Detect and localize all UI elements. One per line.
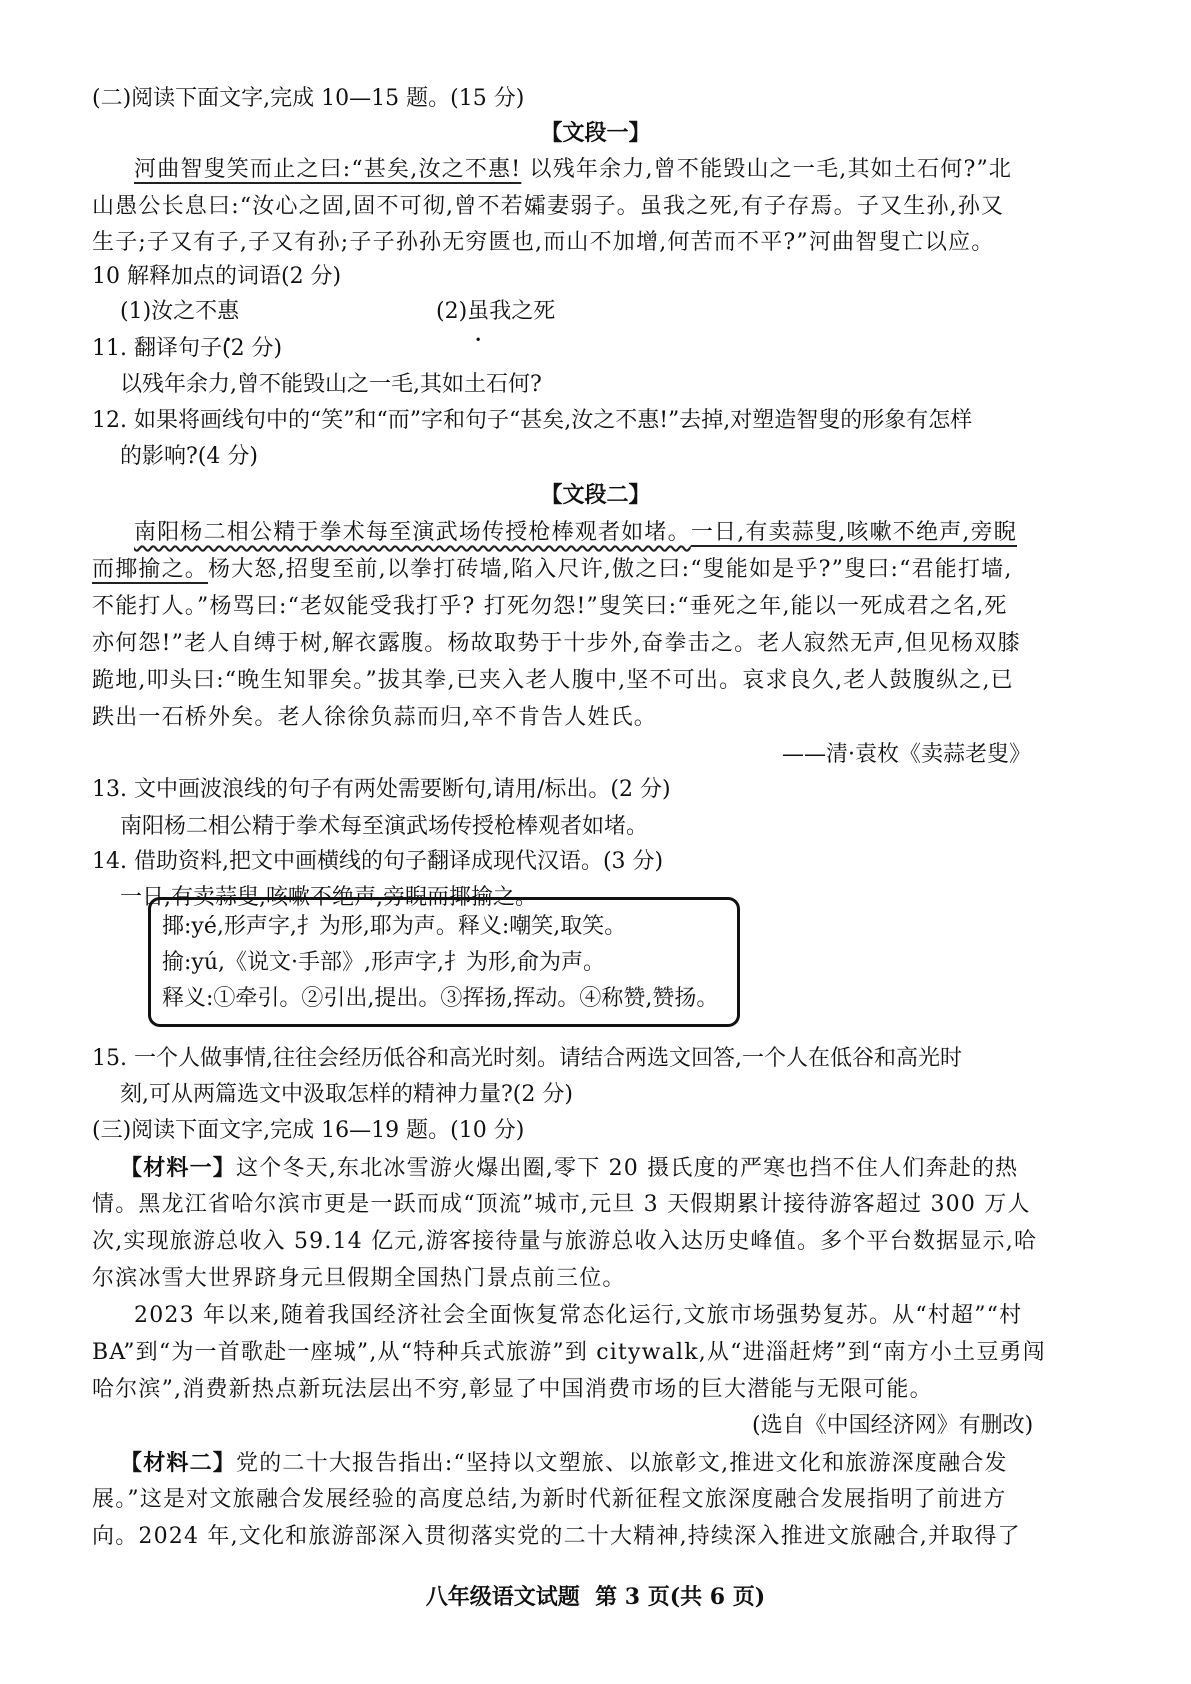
- passage2-underlined-sentence-part-1: 一日,有卖蒜叟,咳嗽不绝声,旁睨: [690, 520, 1017, 545]
- question-10-stem: 10 解释加点的词语(2 分): [92, 264, 342, 289]
- passage2-line-2: [92, 551, 1013, 589]
- material1-line-1-text: 这个冬天,东北冰雪游火爆出圈,零下 20 摄氏度的严寒也挡不住人们奔赴的热: [236, 1156, 1019, 1181]
- page-footer: 八年级语文试题 第 3 页(共 6 页): [425, 1584, 766, 1610]
- passage2-line-5: 跪地,叩头曰:“晚生知罪矣。”拔其拳,已夹入老人腹中,坚不可出。哀求良久,老人鼓腹纵之,已: [92, 668, 1014, 693]
- question-13-sentence: 南阳杨二相公精于拳术每至演武场传授枪棒观者如堵。: [120, 814, 649, 839]
- passage2-line-6: 跌出一石桥外矣。老人徐徐负蒜而归,卒不肯告人姓氏。: [92, 705, 657, 730]
- question-13-stem: 13. 文中画波浪线的句子有两处需要断句,请用/标出。(2 分): [92, 777, 671, 802]
- passage1-title: 【文段一】: [540, 120, 651, 146]
- passage1-underlined-sentence: 河曲智叟笑而止之曰:“甚矣,汝之不惠!: [134, 157, 522, 182]
- material2-line-3: 向。2024 年,文化和旅游部深入贯彻落实党的二十大精神,持续深入推进文旅融合,并取得了: [92, 1524, 1021, 1549]
- dotted-word-sui: 虽: [467, 299, 490, 324]
- glossary-line-2: 揄:yú,《说文·手部》,形声字,扌为形,俞为声。: [162, 950, 605, 975]
- glossary-line-3: 释义:①牵引。②引出,提出。③挥扬,挥动。④称赞,赞扬。: [162, 986, 719, 1011]
- passage1-line-1-rest: 以残年余力,曾不能毁山之一毛,其如土石何?”北: [521, 157, 1013, 182]
- question-14-stem: 14. 借助资料,把文中画横线的句子翻译成现代汉语。(3 分): [92, 849, 664, 874]
- passage1-line-2: 山愚公长息曰:“汝心之固,固不可彻,曾不若孀妻弱子。虽我之死,有子存焉。子又生孙,孙又: [92, 194, 1005, 219]
- material1-line-4: 尔滨冰雪大世界跻身元旦假期全国热门景点前三位。: [92, 1266, 626, 1291]
- passage2-line-4: 亦何怨!”老人自缚于树,解衣露腹。杨故取势于十步外,奋拳击之。老人寂然无声,但见杨双膝: [92, 631, 1021, 656]
- section3-heading: (三)阅读下面文字,完成 16—19 题。(10 分): [92, 1118, 525, 1143]
- dotted-word-hui: 惠: [217, 299, 240, 324]
- question-11-sentence: 以残年余力,曾不能毁山之一毛,其如土石何?: [120, 372, 542, 397]
- material2-line-2: 展。”这是对文旅融合发展经验的高度总结,为新时代新征程文旅深度融合发展指明了前进方: [92, 1487, 1007, 1512]
- question-14-sentence: 一日,有卖蒜叟,咳嗽不绝声,旁睨而揶揄之。: [120, 885, 537, 910]
- question-10-item-1: [120, 293, 239, 331]
- section2-heading: (二)阅读下面文字,完成 10—15 题。(15 分): [92, 86, 525, 111]
- question-15-line-1: 15. 一个人做事情,往往会经历低谷和高光时刻。请结合两选文回答,一个人在低谷和高光时: [92, 1046, 962, 1071]
- material1-label: 【材料一】: [120, 1155, 237, 1181]
- material1-line-3: 次,实现旅游总收入 59.14 亿元,游客接待量与旅游总收入达历史峰值。多个平台数据显示,哈: [92, 1229, 1038, 1254]
- material2-line-1: [120, 1444, 1008, 1483]
- material1-paragraph2-line-3: 哈尔滨”,消费新热点新玩法层出不穷,彰显了中国消费市场的巨大潜能与无限可能。: [92, 1377, 933, 1402]
- question-10-item-2: [436, 293, 555, 331]
- passage2-underlined-sentence-part-2: 而揶揄之。: [92, 557, 209, 582]
- passage2-line-3: 不能打人。”杨骂曰:“老奴能受我打乎? 打死勿怨!”叟笑曰:“垂死之年,能以一死成君之名,死: [92, 594, 1008, 619]
- passage1-line-1: [134, 151, 1012, 189]
- material1-source: (选自《中国经济网》有删改): [752, 1413, 1034, 1438]
- passage2-line-1: [134, 514, 1017, 552]
- item-2-text: 我之死: [489, 299, 556, 324]
- item-1-text: (1)汝之不: [120, 299, 218, 324]
- passage1-line-3: 生子;子又有子,子又有孙;子子孙孙无穷匮也,而山不加增,何苦而不平?”河曲智叟亡以应。: [92, 230, 995, 255]
- material1-paragraph2-line-1: 2023 年以来,随着我国经济社会全面恢复常态化运行,文旅市场强势复苏。从“村超”“村: [134, 1303, 1023, 1328]
- material1-paragraph2-line-2: BA”到“为一首歌赴一座城”,从“特种兵式旅游”到 citywalk,从“进淄赶烤”到“南方小土豆勇闯: [92, 1340, 1046, 1365]
- material1-line-2: 情。黑龙江省哈尔滨市更是一跃而成“顶流”城市,元旦 3 天假期累计接待游客超过 300 万人: [92, 1192, 1031, 1217]
- question-15-line-2: 刻,可从两篇选文中汲取怎样的精神力量?(2 分): [120, 1082, 573, 1107]
- question-12-line-1: 12. 如果将画线句中的“笑”和“而”字和句子“甚矣,汝之不惠!”去掉,对塑造智叟的形象有怎样: [92, 408, 973, 433]
- material1-line-1: [120, 1149, 1018, 1188]
- passage2-source: ——清·袁枚《卖蒜老叟》: [782, 742, 1031, 767]
- question-11-stem: 11. 翻译句子(2 分): [92, 336, 283, 361]
- passage2-title: 【文段二】: [540, 482, 651, 508]
- item-2-number: (2): [436, 299, 468, 324]
- material2-label: 【材料二】: [120, 1450, 237, 1476]
- material2-line-1-text: 党的二十大报告指出:“坚持以文塑旅、以旅彰文,推进文化和旅游深度融合发: [236, 1451, 1008, 1476]
- glossary-line-1: 揶:yé,形声字,扌为形,耶为声。释义:嘲笑,取笑。: [162, 914, 627, 939]
- question-12-line-2: 的影响?(4 分): [120, 444, 258, 469]
- passage2-wavy-sentence: 南阳杨二相公精于拳术每至演武场传授枪棒观者如堵。: [134, 520, 691, 545]
- passage2-line-2-rest: 杨大怒,招叟至前,以拳打砖墙,陷入尺许,傲之曰:“叟能如是乎?”叟曰:“君能打墙,: [208, 557, 1013, 582]
